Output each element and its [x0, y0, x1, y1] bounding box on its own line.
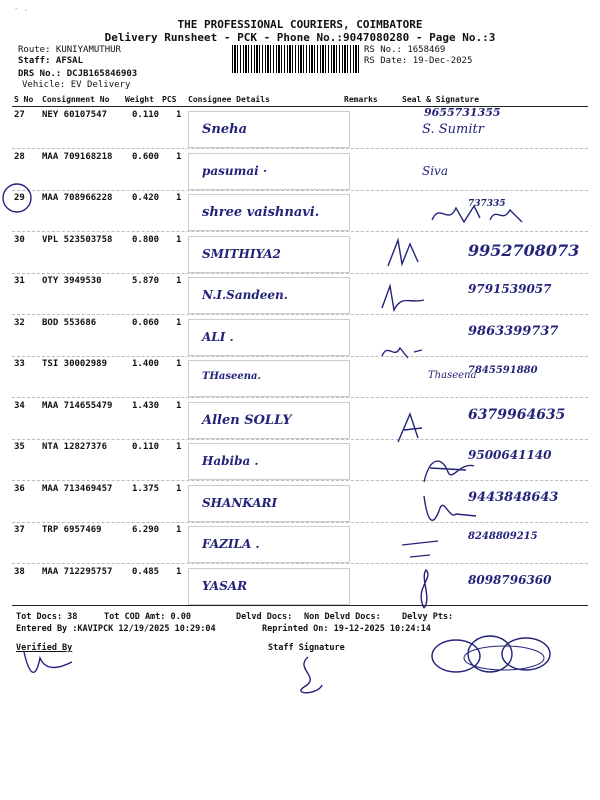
seal-phone-handwriting: 9791539057: [468, 282, 552, 296]
row-pcs: 1: [176, 566, 182, 577]
seal-phone-handwriting: 8248809215: [468, 531, 538, 542]
row-sno: 35: [14, 442, 25, 452]
seal-phone-handwriting: 737335: [468, 199, 506, 209]
table-row: [12, 108, 588, 149]
row-consignment: TSI 30002989: [42, 359, 108, 369]
consignee-handwriting: Sneha: [202, 122, 247, 137]
signature-35: [420, 452, 480, 488]
seal-phone-handwriting: 6379964635: [468, 406, 566, 423]
col-weight: Weight: [125, 95, 154, 104]
route: Route: KUNIYAMUTHUR: [18, 45, 121, 55]
consignee-handwriting: YASAR: [202, 578, 248, 593]
row-weight: 1.400: [132, 359, 160, 369]
drs-number: DRS No.: DCJB165846903: [18, 69, 138, 79]
row-pcs: 1: [176, 359, 182, 369]
signature-37: [400, 535, 440, 565]
company-name: THE PROFESSIONAL COURIERS, COIMBATORE: [177, 18, 423, 31]
rs-date: RS Date: 19-Dec-2025: [364, 56, 473, 66]
corner-mark: - .: [14, 4, 29, 13]
row-pcs: 1: [176, 276, 182, 286]
verified-signature: [20, 648, 80, 678]
row-consignment: NEY 60107547: [42, 110, 108, 120]
tot-docs: Tot Docs: 38: [16, 612, 78, 622]
signature-38: [410, 568, 440, 612]
row27-signature-text: S. Sumitr: [422, 122, 484, 137]
table-row: [12, 440, 588, 481]
row-pcs: 1: [176, 400, 182, 411]
row-consignment: MAA 709168218: [42, 151, 113, 162]
table-row: [12, 357, 588, 398]
row-sno: 32: [14, 317, 25, 328]
col-consignment: Consignment No: [42, 95, 110, 104]
row-weight: 0.485: [132, 566, 160, 577]
rs-number: RS No.: 1658469: [364, 45, 446, 55]
row-consignment: TRP 6957469: [42, 525, 102, 535]
circle-mark-29: [0, 180, 40, 220]
row-sno: 30: [14, 234, 25, 245]
signature-36: [420, 490, 480, 530]
row-pcs: 1: [176, 442, 182, 452]
row-pcs: 1: [176, 193, 182, 203]
staff-signature-label: Staff Signature: [268, 643, 345, 653]
row-sno: 31: [14, 276, 25, 286]
footer-rule: [12, 605, 588, 606]
row-weight: 1.430: [132, 400, 160, 411]
row-consignment: OTY 3949530: [42, 276, 102, 286]
seal-phone-handwriting: 9500641140: [468, 448, 552, 462]
row-consignment: MAA 712295757: [42, 566, 113, 577]
delvy-pts: Delvy Pts:: [402, 612, 454, 622]
table-row: [12, 399, 588, 440]
row-sno: 29: [14, 193, 25, 203]
row-pcs: 1: [176, 483, 182, 494]
row-consignment: VPL 523503758: [42, 234, 113, 245]
row-weight: 0.600: [132, 151, 160, 162]
seal-phone-handwriting: 7845591880: [468, 365, 538, 376]
row-sno: 33: [14, 359, 25, 369]
row28-signature-text: Siva: [422, 164, 448, 178]
reprinted-on: Reprinted On: 19-12-2025 10:24:14: [262, 624, 431, 634]
consignee-handwriting: N.I.Sandeen.: [202, 288, 288, 302]
row-sno: 34: [14, 400, 25, 411]
col-consignee: Consignee Details: [188, 95, 270, 104]
row-weight: 1.375: [132, 483, 160, 494]
seal-phone-handwriting: 9952708073: [468, 240, 580, 260]
vehicle: Vehicle: EV Delivery: [22, 80, 131, 90]
signature-30: [384, 236, 424, 272]
row-consignment: MAA 714655479: [42, 400, 113, 411]
row-weight: 0.420: [132, 193, 160, 203]
row-weight: 0.110: [132, 442, 160, 452]
row-pcs: 1: [176, 525, 182, 535]
row-weight: 0.110: [132, 110, 160, 120]
row-consignment: MAA 713469457: [42, 483, 113, 494]
row33-signature-text: Thaseena: [428, 370, 477, 381]
consignee-handwriting: ALI .: [202, 329, 234, 344]
row-consignment: NTA 12827376: [42, 442, 108, 452]
runsheet-title: Delivery Runsheet - PCK - Phone No.:9047080280 - Page No.:3: [104, 31, 496, 44]
row-sno: 38: [14, 566, 25, 577]
consignee-handwriting: FAZILA .: [202, 537, 260, 551]
consignee-handwriting: pasumai ·: [202, 163, 268, 178]
table-row: [12, 565, 588, 606]
col-pcs: PCS: [162, 95, 177, 104]
row-pcs: 1: [176, 151, 182, 162]
col-sno: S No: [14, 95, 34, 104]
row-pcs: 1: [176, 234, 182, 245]
row-weight: 6.290: [132, 525, 160, 535]
col-remarks: Remarks: [344, 95, 378, 104]
row-weight: 0.800: [132, 234, 160, 245]
signature-31: [380, 284, 430, 314]
consignee-handwriting: THaseena.: [202, 371, 261, 382]
seal-phone-handwriting: 8098796360: [468, 572, 552, 587]
seal-phone-handwriting: 9443848643: [468, 489, 559, 505]
table-row: [12, 316, 588, 357]
signature-32: [380, 340, 430, 364]
row-consignment: MAA 708966228: [42, 193, 113, 203]
row-pcs: 1: [176, 110, 182, 120]
row-pcs: 1: [176, 317, 182, 328]
signature-34: [396, 410, 436, 446]
delvd-docs: Delvd Docs:: [236, 612, 293, 622]
staff: Staff: AFSAL: [18, 56, 84, 66]
consignee-handwriting: shree vaishnavi.: [202, 205, 320, 220]
staff-signature: [288, 655, 328, 699]
consignee-handwriting: SHANKARI: [202, 495, 278, 510]
non-delvd-docs: Non Delvd Docs:: [304, 612, 381, 622]
seal-phone-handwriting: 9655731355: [424, 106, 501, 119]
table-row: [12, 150, 588, 191]
col-seal: Seal & Signature: [402, 95, 480, 104]
row-consignment: BOD 553686: [42, 317, 97, 328]
table-row: [12, 523, 588, 564]
row-weight: 0.060: [132, 317, 160, 328]
seal-phone-handwriting: 9863399737: [468, 323, 559, 339]
row-weight: 5.870: [132, 276, 160, 286]
table-row: [12, 233, 588, 274]
row-sno: 27: [14, 110, 25, 120]
signature-29: [430, 200, 550, 230]
consignee-handwriting: Allen SOLLY: [202, 412, 292, 428]
table-row: [12, 482, 588, 523]
barcode: [232, 45, 360, 73]
header-rule: [12, 106, 588, 107]
tot-cod: Tot COD Amt: 0.00: [104, 612, 191, 622]
row-sno: 28: [14, 151, 25, 162]
consignee-handwriting: SMITHIYA2: [202, 246, 281, 261]
seal-scribble: [426, 632, 566, 678]
verified-by: Verified By: [16, 643, 73, 653]
entered-by: Entered By :KAVIPCK 12/19/2025 10:29:04: [16, 624, 216, 634]
row-sno: 36: [14, 483, 25, 494]
table-row: [12, 274, 588, 315]
consignee-handwriting: Habiba .: [202, 454, 259, 468]
row-sno: 37: [14, 525, 25, 535]
